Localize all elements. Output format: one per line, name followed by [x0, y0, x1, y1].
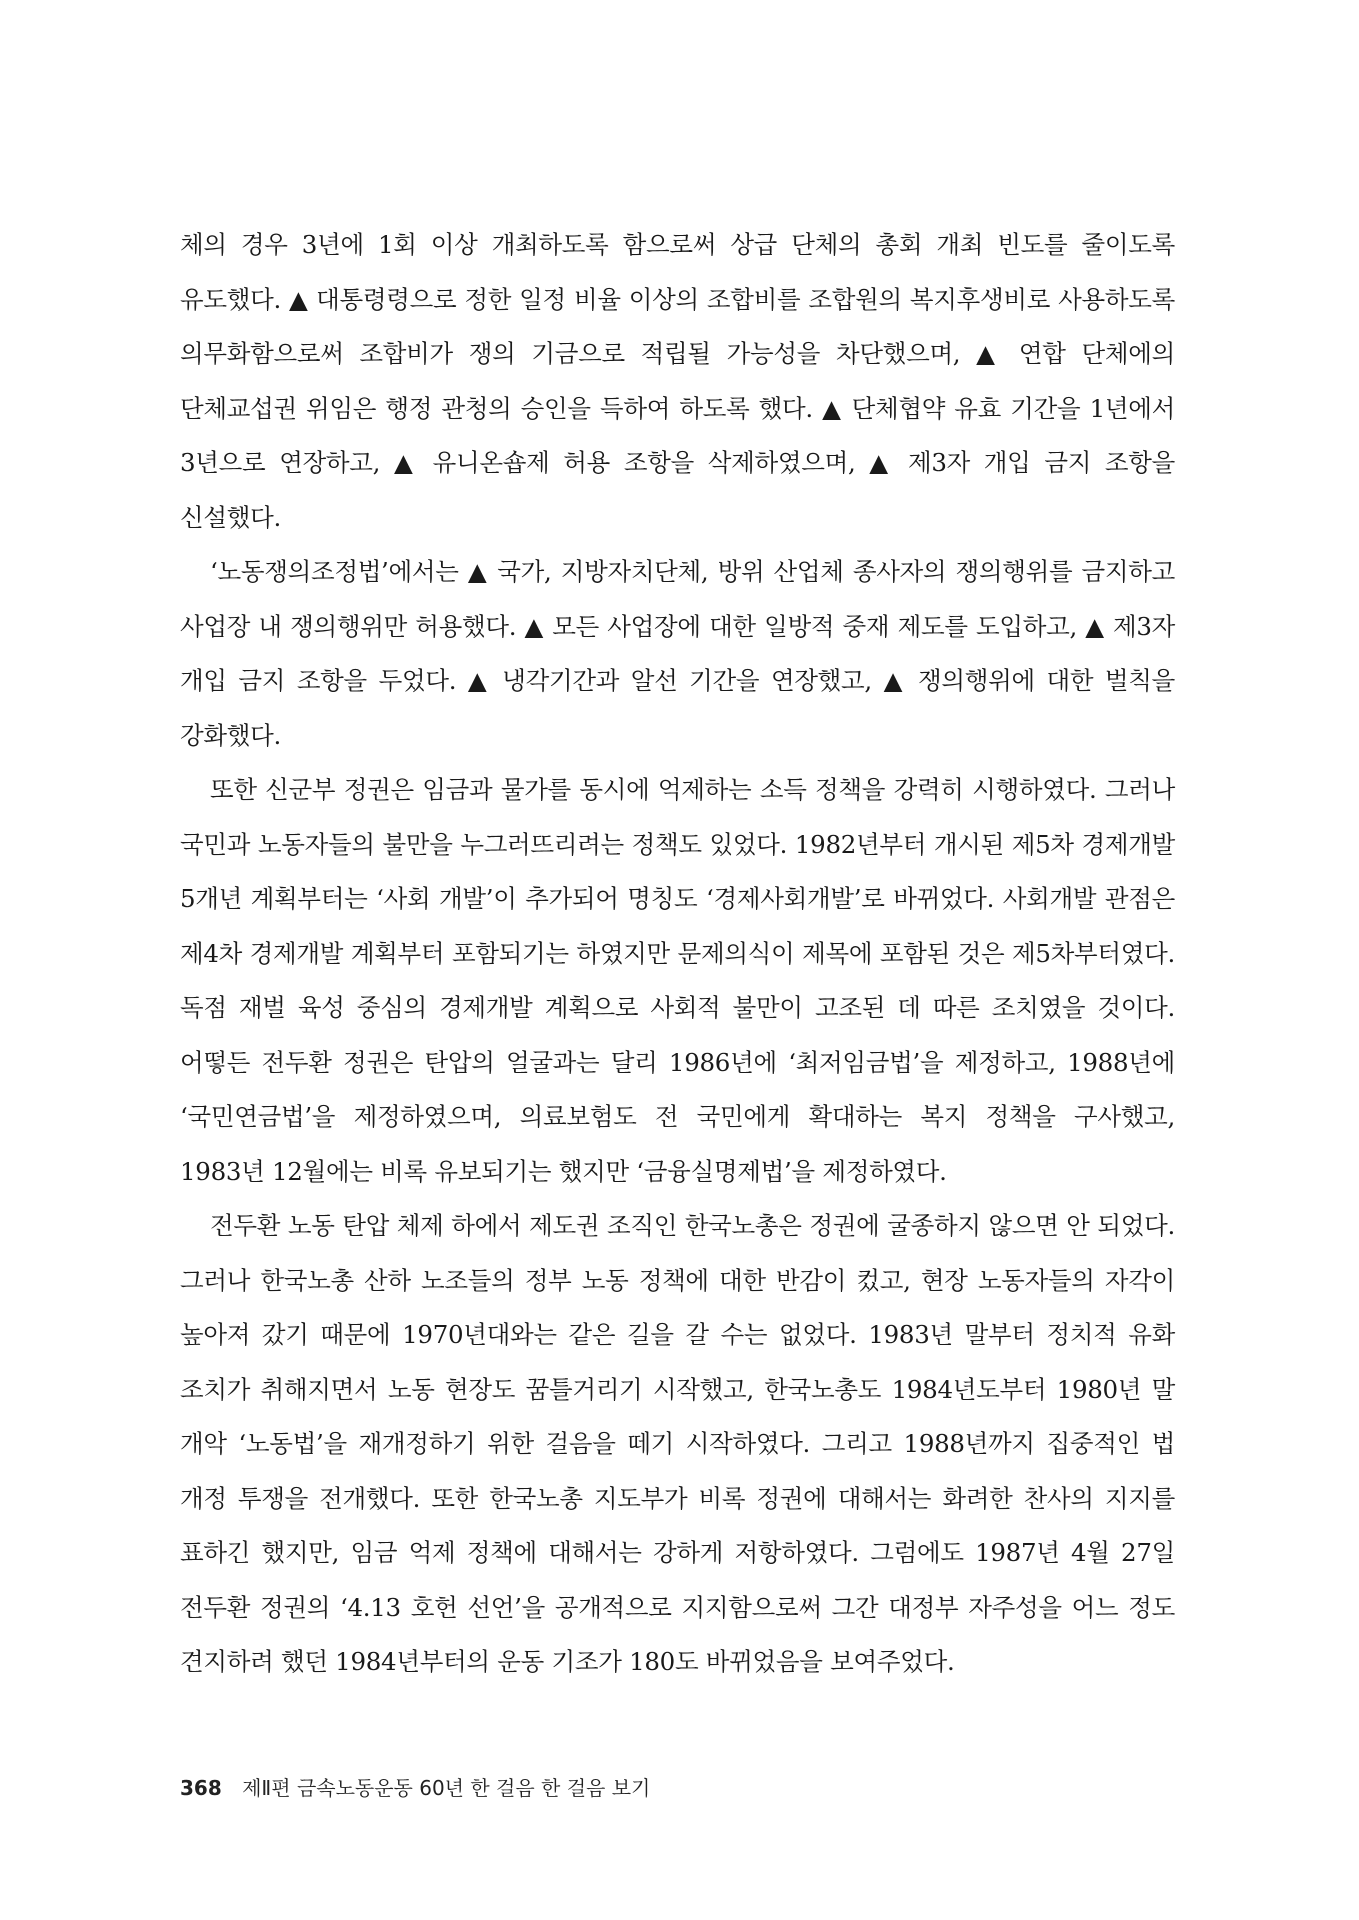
body-text [180, 218, 1175, 1690]
paragraph-income-policy: 또한 신군부 정권은 임금과 물가를 동시에 억제하는 소득 정책을 강력히 시행하였다. 그러나 국민과 노동자들의 불만을 누그러뜨리려는 정책도 있었다. 1982년부터 개시된 제5차 경제개발 5개년 계획부터는 ‘사회 개발’이 추가되어 명칭도 ‘경제사회개발’로 바뀌었다. 사회개발 관점은 제4차 경제개발 계획부터 포함되기는 하였지만 문제의식이 제목에 포함된 것은 제5차부터였다. 독점 재벌 육성 중심의 경제개발 계획으로 사회적 불만이 고조된 데 따른 조치였을 것이다. 어떻든 전두환 정권은 탄압의 얼굴과는 달리 1986년에 ‘최저임금법’을 제정하고, 1988년에 ‘국민연금법’을 제정하였으며, 의료보험도 전 국민에게 확대하는 복지 정책을 구사했고, 1983년 12월에는 비록 유보되기는 했지만 ‘금융실명제법’을 제정하였다. [180, 775, 1175, 1186]
page-footer [180, 1772, 650, 1801]
paragraph-fktu: 전두환 노동 탄압 체제 하에서 제도권 조직인 한국노총은 정권에 굴종하지 않으면 안 되었다. 그러나 한국노총 산하 노조들의 정부 노동 정책에 대한 반감이 컸고, 현장 노동자들의 자각이 높아져 갔기 때문에 1970년대와는 같은 길을 갈 수는 없었다. 1983년 말부터 정치적 유화 조치가 취해지면서 노동 현장도 꿈틀거리기 시작했고, 한국노총도 1984년도부터 1980년 말 개악 ‘노동법’을 재개정하기 위한 걸음을 떼기 시작하였다. 그리고 1988년까지 집중적인 법 개정 투쟁을 전개했다. 또한 한국노총 지도부가 비록 정권에 대해서는 화려한 찬사의 지지를 표하긴 했지만, 임금 억제 정책에 대해서는 강하게 저항하였다. 그럼에도 1987년 4월 27일 전두환 정권의 ‘4.13 호헌 선언’을 공개적으로 지지함으로써 그간 대정부 자주성을 어느 정도 견지하려 했던 1984년부터의 운동 기조가 180도 바뀌었음을 보여주었다. [180, 1211, 1175, 1676]
paragraph-continued: 체의 경우 3년에 1회 이상 개최하도록 함으로써 상급 단체의 총회 개최 빈도를 줄이도록 유도했다. ▲ 대통령령으로 정한 일정 비율 이상의 조합비를 조합원의 복지후생비로 사용하도록 의무화함으로써 조합비가 쟁의 기금으로 적립될 가능성을 차단했으며, ▲ 연합 단체에의 단체교섭권 위임은 행정 관청의 승인을 득하여 하도록 했다. ▲ 단체협약 유효 기간을 1년에서 3년으로 연장하고, ▲ 유니온숍제 허용 조항을 삭제하였으며, ▲ 제3자 개입 금지 조항을 신설했다. [180, 230, 1175, 532]
running-title: 제Ⅱ편 금속노동운동 60년 한 걸음 한 걸음 보기 [242, 1776, 651, 1800]
paragraph-labor-dispute-act: ‘노동쟁의조정법’에서는 ▲ 국가, 지방자치단체, 방위 산업체 종사자의 쟁의행위를 금지하고 사업장 내 쟁의행위만 허용했다. ▲ 모든 사업장에 대한 일방적 중재 제도를 도입하고, ▲ 제3자 개입 금지 조항을 두었다. ▲ 냉각기간과 알선 기간을 연장했고, ▲ 쟁의행위에 대한 벌칙을 강화했다. [180, 557, 1175, 750]
page-number: 368 [180, 1776, 222, 1800]
